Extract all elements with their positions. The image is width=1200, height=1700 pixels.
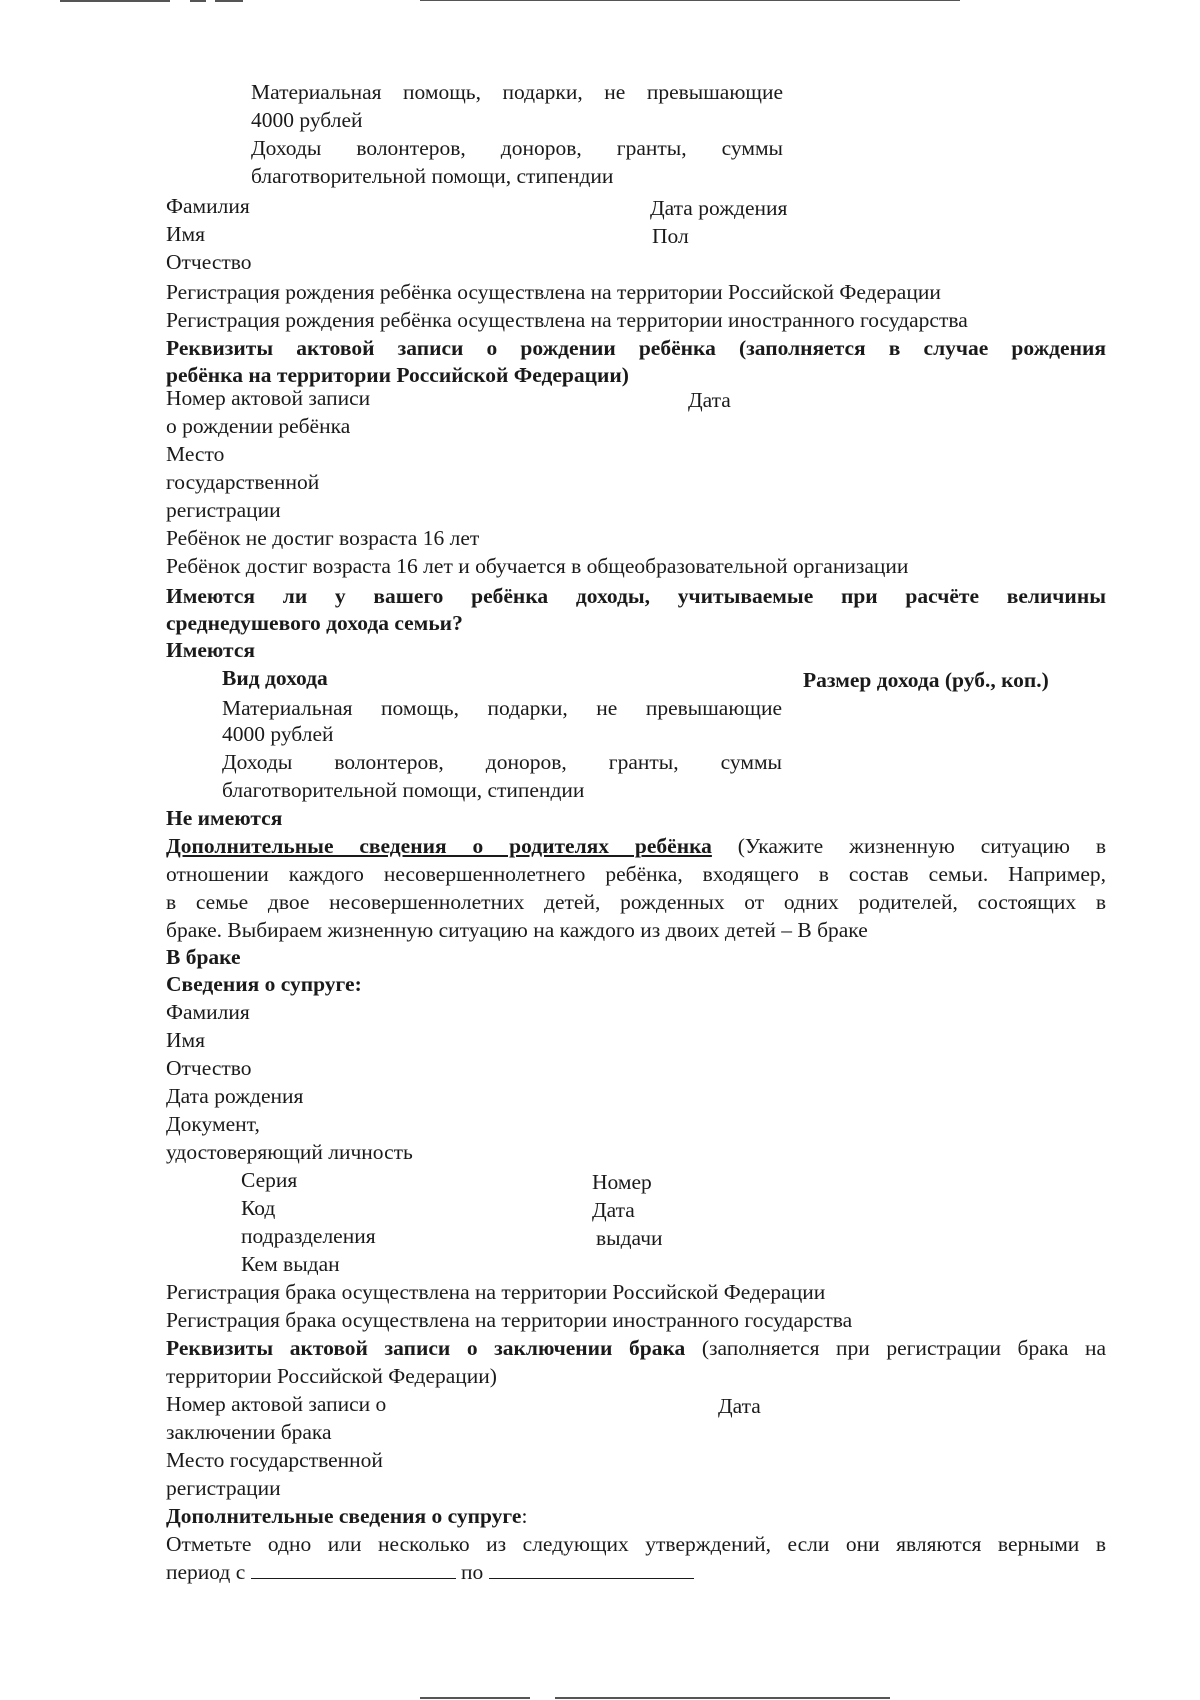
top-income-item2-line2: благотворительной помощи, стипендии	[251, 164, 614, 188]
child-reg-foreign-option[interactable]: Регистрация рождения ребёнка осуществлена на территории иностранного государства	[166, 308, 968, 332]
top-income-item1-line2: 4000 рублей	[251, 108, 363, 132]
child-reg-rf-option[interactable]: Регистрация рождения ребёнка осуществлена на территории Российской Федерации	[166, 280, 941, 304]
period-prefix: период с	[166, 1560, 246, 1584]
income-question: Имеются ли у вашего ребёнка доходы, учитываемые при расчёте величины	[166, 584, 1106, 608]
age-under-16-option[interactable]: Ребёнок не достиг возраста 16 лет	[166, 526, 480, 550]
marriage-date-label: Дата	[718, 1394, 761, 1418]
marriage-reg-foreign-option[interactable]: Регистрация брака осуществлена на территории иностранного государства	[166, 1308, 853, 1332]
income-question-cont: среднедушевого дохода семьи?	[166, 611, 463, 635]
top-income-item1-line1: Материальная помощь, подарки, не превышающие	[251, 80, 783, 104]
income-no-option[interactable]: Не имеются	[166, 806, 283, 830]
birth-record-heading-cont: ребёнка на территории Российской Федерации)	[166, 363, 629, 387]
marriage-number-label-cont: заключении брака	[166, 1420, 332, 1444]
parents-paragraph-line4: браке. Выбираем жизненную ситуацию на каждого из двоих детей – В браке	[166, 918, 868, 942]
spouse-code-label: Код	[241, 1196, 276, 1220]
age-16-student-option[interactable]: Ребёнок достиг возраста 16 лет и обучается в общеобразовательной организации	[166, 554, 909, 578]
top-scan-edge	[190, 0, 206, 2]
income-amount-header: Размер дохода (руб., коп.)	[803, 668, 1049, 692]
bottom-scan-edge	[555, 1697, 890, 1699]
spouse-statements-text: Отметьте одно или несколько из следующих утверждений, если они являются верными в	[166, 1532, 1106, 1556]
spouse-extra-heading: Дополнительные сведения о супруге	[166, 1504, 522, 1528]
period-from-field[interactable]	[251, 1558, 456, 1579]
birth-reg-place-label-cont: государственной	[166, 470, 320, 494]
marriage-place-label-cont: регистрации	[166, 1476, 281, 1500]
spouse-patronymic-label: Отчество	[166, 1056, 252, 1080]
parents-heading: Дополнительные сведения о родителях ребёнка	[166, 834, 712, 858]
marriage-record-heading: Реквизиты актовой записи о заключении брака	[166, 1336, 686, 1360]
period-line	[166, 1558, 694, 1586]
top-scan-edge	[215, 0, 243, 2]
spouse-name-label: Имя	[166, 1028, 206, 1052]
top-income-item2-line1: Доходы волонтеров, доноров, гранты, суммы	[251, 136, 783, 160]
marriage-record-note: (заполняется при регистрации брака на	[685, 1336, 1106, 1360]
top-scan-edge	[60, 0, 170, 2]
spouse-code-label-cont: подразделения	[241, 1224, 376, 1248]
birth-record-date-label: Дата	[688, 388, 731, 412]
period-to-label: по	[461, 1560, 484, 1584]
income-item2-line1[interactable]: Доходы волонтеров, доноров, гранты, суммы	[222, 750, 782, 774]
marriage-record-note-cont: территории Российской Федерации)	[166, 1364, 497, 1388]
spouse-heading: Сведения о супруге:	[166, 972, 362, 996]
child-patronymic-label: Отчество	[166, 250, 252, 274]
marriage-record-paragraph	[166, 1334, 1106, 1362]
spouse-issue-date-label-cont: выдачи	[596, 1226, 663, 1250]
marriage-number-label: Номер актовой записи о	[166, 1392, 387, 1416]
spouse-extra-heading-line	[166, 1502, 527, 1530]
spouse-series-label: Серия	[241, 1168, 298, 1192]
spouse-id-doc-label-cont: удостоверяющий личность	[166, 1140, 413, 1164]
parents-paragraph-line1	[166, 832, 1106, 860]
parents-paragraph-line3: в семье двое несовершеннолетних детей, рожденных от одних родителей, состоящих в	[166, 890, 1106, 914]
spouse-issued-by-label: Кем выдан	[241, 1252, 340, 1276]
child-birth-date-label: Дата рождения	[650, 196, 788, 220]
birth-record-number-label-cont: о рождении ребёнка	[166, 414, 351, 438]
period-to-field[interactable]	[489, 1558, 694, 1579]
income-yes-option[interactable]: Имеются	[166, 638, 256, 662]
income-item1-line1[interactable]: Материальная помощь, подарки, не превышающие	[222, 696, 782, 720]
child-surname-label: Фамилия	[166, 194, 250, 218]
birth-reg-place-label-cont2: регистрации	[166, 498, 281, 522]
marriage-place-label: Место государственной	[166, 1448, 383, 1472]
parents-text: (Укажите жизненную ситуацию в	[711, 834, 1106, 858]
spouse-birth-date-label: Дата рождения	[166, 1084, 304, 1108]
income-item1-line2: 4000 рублей	[222, 722, 334, 746]
birth-record-heading: Реквизиты актовой записи о рождении ребёнка (заполняется в случае рождения	[166, 336, 1106, 360]
spouse-extra-colon: :	[521, 1504, 528, 1528]
income-type-header: Вид дохода	[222, 666, 328, 690]
marriage-reg-rf-option[interactable]: Регистрация брака осуществлена на территории Российской Федерации	[166, 1280, 826, 1304]
child-sex-label: Пол	[652, 224, 689, 248]
married-option[interactable]: В браке	[166, 945, 241, 969]
birth-record-number-label: Номер актовой записи	[166, 386, 371, 410]
spouse-issue-date-label: Дата	[592, 1198, 635, 1222]
parents-paragraph-line2: отношении каждого несовершеннолетнего ребёнка, входящего в состав семьи. Например,	[166, 862, 1106, 886]
spouse-number-label: Номер	[592, 1170, 652, 1194]
income-item2-line2: благотворительной помощи, стипендии	[222, 778, 585, 802]
spouse-id-doc-label: Документ,	[166, 1112, 260, 1136]
top-scan-edge	[420, 0, 960, 1]
spouse-surname-label: Фамилия	[166, 1000, 250, 1024]
child-name-label: Имя	[166, 222, 206, 246]
birth-reg-place-label: Место	[166, 442, 225, 466]
bottom-scan-edge	[420, 1697, 530, 1699]
